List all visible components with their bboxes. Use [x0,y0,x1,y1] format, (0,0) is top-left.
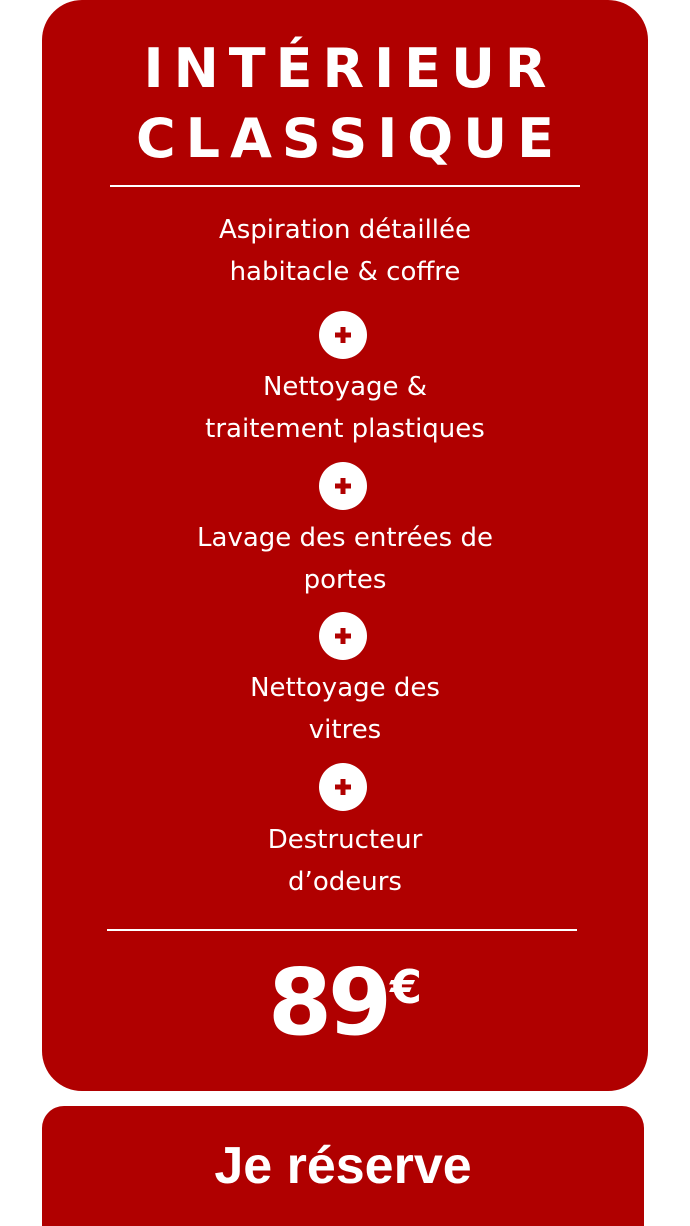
feature-item-odor [42,819,648,903]
feature-line: Nettoyage des [250,673,440,703]
feature-line: Lavage des entrées de [197,523,493,553]
feature-line: Aspiration détaillée [218,215,472,245]
plus-circle-icon [319,462,367,510]
feature-item-vacuum [42,209,648,293]
reserve-button[interactable] [42,1106,644,1226]
feature-line: habitacle & coffre [229,257,461,287]
feature-item-plastics [42,366,648,450]
feature-line: traitement plastiques [205,414,485,444]
card-title-line1: INTÉRIEUR [143,37,557,100]
card-title-line2: CLASSIQUE [136,107,564,170]
top-divider [110,185,580,187]
plus-circle-icon [319,311,367,359]
plus-circle-icon [319,612,367,660]
feature-line: Destructeur [267,825,423,855]
pricing-card [42,0,648,1091]
feature-item-windows [42,667,648,751]
price [42,948,648,1058]
price-amount: 89 [267,949,388,1056]
feature-line: d’odeurs [288,867,402,897]
feature-line: portes [303,565,387,595]
feature-item-door-sills [42,517,648,601]
price-currency: € [390,960,423,1014]
plus-circle-icon [319,763,367,811]
feature-line: vitres [308,715,382,745]
bottom-divider [107,929,577,931]
reserve-button-label: Je réserve [214,1137,472,1195]
feature-line: Nettoyage & [262,372,428,402]
